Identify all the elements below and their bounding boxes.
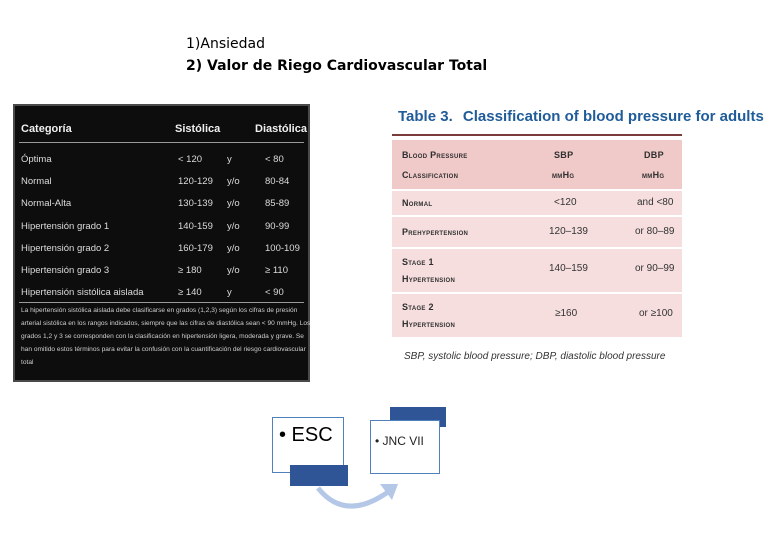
esc-cell-diastolica: 85-89	[265, 198, 290, 209]
jnc-row-dbp: and <80	[637, 197, 674, 208]
esc-header-categoria: Categoría	[21, 123, 72, 135]
esc-header-diastolica: Diastólica	[255, 123, 307, 135]
jnc-row-sbp: ≥160	[555, 308, 578, 319]
esc-cell-diastolica: 90-99	[265, 221, 290, 232]
esc-cell-sistolica: < 120	[178, 154, 203, 165]
esc-header-rule	[19, 142, 304, 143]
jnc-header-classification-2: Classification	[402, 170, 459, 180]
jnc-row-normal	[392, 191, 682, 216]
jnc-row-dbp: or 90–99	[635, 263, 675, 274]
esc-cell-diastolica: 100-109	[265, 243, 300, 254]
esc-cell-category: Normal-Alta	[21, 198, 72, 209]
jnc-table-title	[398, 108, 764, 125]
jnc-classification-table	[392, 104, 764, 374]
esc-cell-category: Hipertensión grado 1	[21, 221, 110, 232]
jnc-title-prefix: Table 3.	[398, 108, 453, 125]
esc-note-line: total	[21, 359, 34, 366]
jnc-header-sbp-unit: mmHg	[552, 170, 575, 180]
jnc-row-prehypertension	[392, 217, 682, 248]
esc-cell-category: Hipertensión sistólica aislada	[21, 287, 144, 298]
jnc-header-row	[392, 140, 682, 190]
esc-cell-diastolica: ≥ 110	[265, 265, 288, 276]
esc-cell-conjunction: y/o	[227, 265, 240, 276]
esc-cell-sistolica: 140-159	[178, 221, 213, 232]
jnc-row-label: Stage 1	[402, 257, 434, 267]
esc-cell-diastolica: < 80	[265, 154, 284, 165]
esc-cell-conjunction: y/o	[227, 243, 240, 254]
esc-cell-sistolica: ≥ 180	[178, 265, 202, 276]
esc-cell-category: Normal	[21, 176, 52, 187]
esc-note-line: La hipertensión sistólica aislada debe clasificarse en grados (1,2,3) según los cifras de presión	[21, 307, 298, 314]
esc-classification-table	[13, 104, 310, 382]
jnc-row-sbp: <120	[554, 197, 577, 208]
jnc-box-label: • JNC VII	[375, 434, 424, 448]
esc-cell-diastolica: 80-84	[265, 176, 290, 187]
esc-note-line: grados 1,2 y 3 se corresponden con la clasificación en hipertensión ligera, moderada y grave. Se	[21, 333, 304, 340]
esc-cell-category: Óptima	[21, 154, 52, 165]
esc-cell-diastolica: < 90	[265, 287, 284, 298]
jnc-header-dbp-unit: mmHg	[642, 170, 665, 180]
esc-cell-sistolica: 160-179	[178, 243, 213, 254]
esc-cell-conjunction: y	[227, 287, 232, 298]
esc-header-sistolica: Sistólica	[175, 123, 221, 135]
esc-cell-sistolica: 120-129	[178, 176, 213, 187]
esc-box-label: • ESC	[279, 424, 333, 446]
jnc-row-label: Normal	[402, 198, 433, 208]
jnc-row-dbp: or ≥100	[639, 308, 673, 319]
jnc-row-dbp: or 80–89	[635, 226, 675, 237]
esc-cell-conjunction: y/o	[227, 176, 240, 187]
esc-cell-sistolica: 130-139	[178, 198, 213, 209]
esc-cell-conjunction: y	[227, 154, 232, 165]
jnc-row-label: Stage 2	[402, 302, 434, 312]
jnc-footnote: SBP, systolic blood pressure; DBP, diastolic blood pressure	[404, 351, 666, 362]
esc-cell-conjunction: y/o	[227, 198, 240, 209]
heading-ansiedad: 1)Ansiedad	[186, 36, 265, 52]
jnc-row-label-2: Hypertension	[402, 319, 456, 329]
jnc-row-sbp: 120–139	[549, 226, 588, 237]
esc-note-line: han omitido estos términos para evitar la confusión con la cuantificación del riesgo cardiovascular	[21, 346, 306, 353]
esc-cell-category: Hipertensión grado 3	[21, 265, 110, 276]
jnc-top-rule	[392, 134, 682, 136]
jnc-row-label: Prehypertension	[402, 227, 469, 237]
esc-cell-category: Hipertensión grado 2	[21, 243, 110, 254]
esc-cell-conjunction: y/o	[227, 221, 240, 232]
jnc-header-sbp: SBP	[554, 150, 574, 160]
jnc-title-rest: Classification of blood pressure for adults	[462, 108, 764, 125]
esc-cell-sistolica: ≥ 140	[178, 287, 202, 298]
esc-note-line: arterial sistólica en los rangos indicados, siempre que las cifras de diastólica sean < 90 mmHg. Los	[21, 320, 311, 327]
jnc-row-sbp: 140–159	[549, 263, 588, 274]
jnc-header-classification: Blood Pressure	[402, 150, 468, 160]
curved-arrow-icon	[300, 470, 410, 520]
jnc-row-stage2	[392, 294, 682, 338]
heading-riesgo-cardiovascular: 2) Valor de Riego Cardiovascular Total	[186, 58, 488, 74]
jnc-row-label-2: Hypertension	[402, 274, 456, 284]
esc-bottom-rule	[19, 302, 304, 303]
jnc-row-stage1	[392, 249, 682, 293]
jnc-header-dbp: DBP	[644, 150, 664, 160]
